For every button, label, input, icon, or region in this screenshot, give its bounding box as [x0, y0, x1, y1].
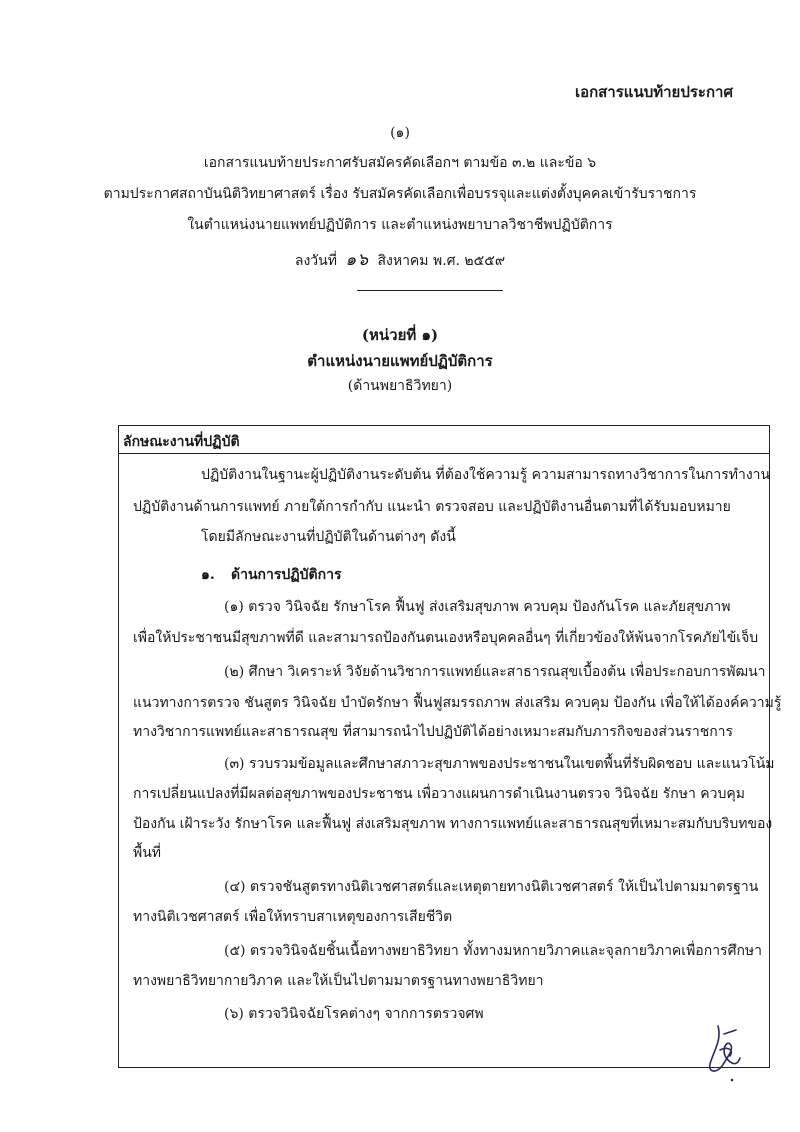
unit-field: (ด้านพยาธิวิทยา) [347, 378, 453, 394]
item-6-line-1: (๖) ตรวจวินิจฉัยโรคต่างๆ จากการตรวจศพ [224, 1006, 484, 1022]
item-2-line-2: แนวทางการตรวจ ชันสูตร วินิจฉัย บำบัดรักษา ฟื้นฟูสมรรถภาพ ส่งเสริม ควบคุม ป้องกัน เพื่อให้ได้องค์ความรู้ [133, 695, 782, 711]
item-4-line-2: ทางนิติเวชศาสตร์ เพื่อให้ทราบสาเหตุของการเสียชีวิต [133, 909, 453, 925]
item-5-line-1: (๕) ตรวจวินิจฉัยชิ้นเนื้อทางพยาธิวิทยา ทั้งทางมหกายวิภาคและจุลกายวิภาคเพื่อการศึกษา [224, 943, 763, 959]
document-number: (๑) [390, 125, 410, 141]
date-prefix: ลงวันที่ [294, 253, 337, 269]
item-2-line-1: (๒) ศึกษา วิเคราะห์ วิจัยด้านวิชาการแพทย์และสาธารณสุขเบื้องต้น เพื่อประกอบการพัฒนา [224, 664, 766, 680]
item-1-line-1: (๑) ตรวจ วินิจฉัย รักษาโรค ฟื้นฟู ส่งเสริมสุขภาพ ควบคุม ป้องกันโรค และภัยสุขภาพ [224, 599, 731, 615]
attachment-label: เอกสารแนบท้ายประกาศ [574, 83, 733, 101]
intro-line-1: ปฏิบัติงานในฐานะผู้ปฏิบัติงานระดับต้น ที่ต้องใช้ความรู้ ความสามารถทางวิชาการในการทำงาน [201, 467, 771, 483]
header-line-3: ในตำแหน่งนายแพทย์ปฏิบัติการ และตำแหน่งพยาบาลวิชาชีพปฏิบัติการ [187, 217, 613, 233]
box-heading: ลักษณะงานที่ปฏิบัติ [123, 434, 240, 450]
header-line-2: ตามประกาศสถาบันนิติวิทยาศาสตร์ เรื่อง รับสมัครคัดเลือกเพื่อบรรจุและแต่งตั้งบุคคลเข้ารับราชการ [103, 186, 697, 202]
header-line-1: เอกสารแนบท้ายประกาศรับสมัครคัดเลือกฯ ตามข้อ ๓.๒ และข้อ ๖ [203, 155, 597, 171]
item-5-line-2: ทางพยาธิวิทยากายวิภาค และให้เป็นไปตามมาตรฐานทางพยาธิวิทยา [133, 973, 544, 989]
item-3-line-3: ป้องกัน เฝ้าระวัง รักษาโรค และฟื้นฟู ส่งเสริมสุขภาพ ทางการแพทย์และสาธารณสุขที่เหมาะสมกับบริบทของ [133, 816, 773, 832]
item-4-line-1: (๔) ตรวจชันสูตรทางนิติเวชศาสตร์และเหตุตายทางนิติเวชศาสตร์ ให้เป็นไปตามมาตรฐาน [224, 879, 759, 895]
item-3-line-1: (๓) รวบรวมข้อมูลและศึกษาสภาวะสุขภาพของประชาชนในเขตพื้นที่รับผิดชอบ และแนวโน้ม [224, 756, 775, 772]
item-3-line-4: พื้นที่ [133, 845, 162, 861]
box-header [119, 426, 769, 454]
item-3-line-2: การเปลี่ยนแปลงที่มีผลต่อสุขภาพของประชาชน เพื่อวางแผนการดำเนินงานตรวจ วินิจฉัย รักษา ควบคุม [133, 786, 745, 802]
job-description-box [118, 425, 782, 1068]
unit-position: ตำแหน่งนายแพทย์ปฏิบัติการ [307, 352, 493, 370]
section-title: ด้านการปฏิบัติการ [231, 567, 342, 583]
header-divider [357, 290, 503, 291]
date-suffix: สิงหาคม พ.ศ. ๒๕๕๙ [377, 253, 506, 269]
intro-line-2: ปฏิบัติงานด้านการแพทย์ ภายใต้การกำกับ แนะนำ ตรวจสอบ และปฏิบัติงานอื่นตามที่ได้รับมอบหมาย [133, 499, 731, 515]
item-1-line-2: เพื่อให้ประชาชนมีสุขภาพที่ดี และสามารถป้องกันตนเองหรือบุคคลอื่นๆ ที่เกี่ยวข้องให้พ้นจากโรคภัยไข้เจ็บ [133, 630, 759, 646]
signature-mark [700, 1020, 750, 1090]
date-day-handwritten: ๑๖ [345, 250, 369, 270]
unit-title: (หน่วยที่ ๑) [361, 326, 439, 344]
item-2-line-3: ทางวิชาการแพทย์และสาธารณสุข ที่สามารถนำไปปฏิบัติได้อย่างเหมาะสมกับภารกิจของส่วนราชการ [133, 724, 734, 740]
section-number: ๑. [201, 567, 215, 583]
intro-line-3: โดยมีลักษณะงานที่ปฏิบัติในด้านต่างๆ ดังนี้ [201, 529, 456, 545]
date-line [0, 246, 800, 273]
